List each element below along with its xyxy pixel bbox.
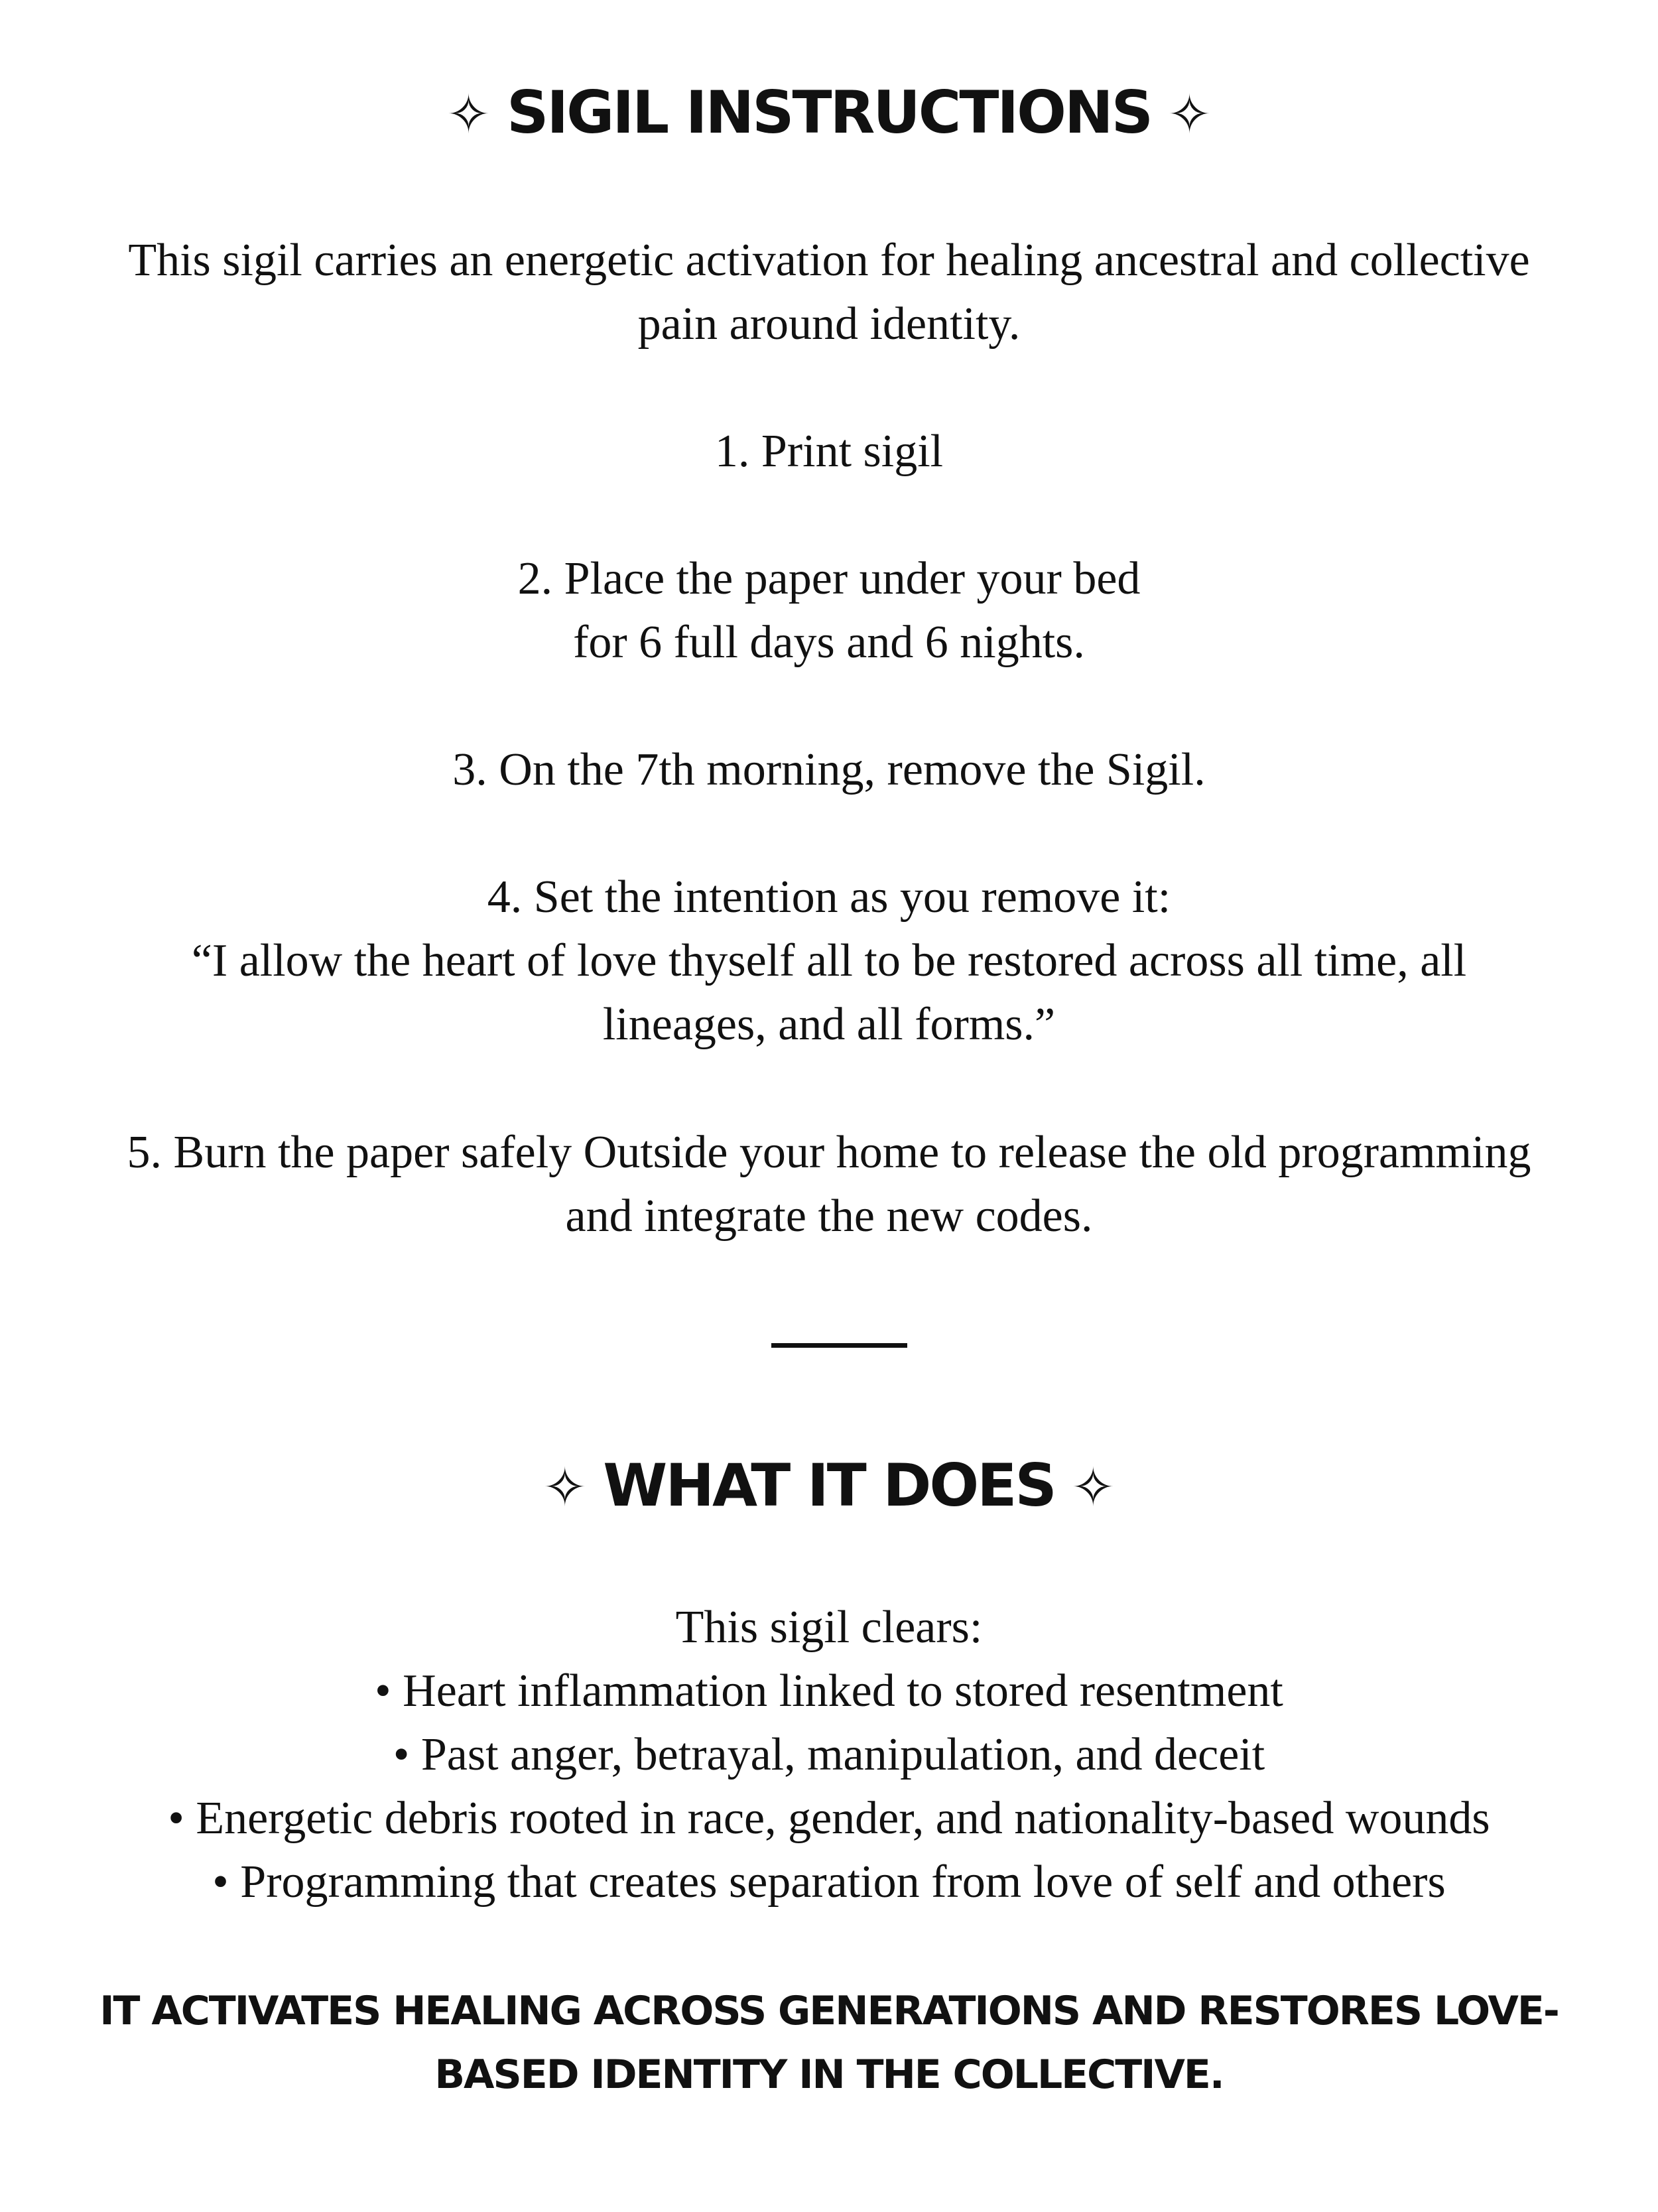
list-item: • Programming that creates separation from love of self and others <box>212 1856 1446 1908</box>
step-2 <box>66 547 1592 675</box>
what-it-does-heading <box>0 1449 1658 1524</box>
step-1 <box>66 420 1592 484</box>
step-5 <box>66 1121 1592 1248</box>
text-line: 5. Burn the paper safely Outside your home to release the old programming <box>127 1127 1531 1178</box>
section-divider <box>771 1343 907 1348</box>
sparkle-icon: ✧ <box>446 84 491 145</box>
text-line: 2. Place the paper under your bed <box>517 553 1141 604</box>
list-item: • Past anger, betrayal, manipulation, and deceit <box>393 1729 1265 1780</box>
sparkle-icon: ✧ <box>542 1457 588 1518</box>
text-line: and integrate the new codes. <box>565 1191 1093 1242</box>
sparkle-icon: ✧ <box>1167 84 1212 145</box>
step-3 <box>66 738 1592 802</box>
clears-list <box>66 1596 1592 1914</box>
text-line: for 6 full days and 6 nights. <box>573 617 1085 668</box>
text-line: lineages, and all forms.” <box>602 999 1056 1050</box>
sigil-instructions-heading <box>0 76 1658 151</box>
text-line: “I allow the heart of love thyself all to be restored across all time, all <box>191 935 1467 986</box>
heading-title: WHAT IT DOES <box>603 1451 1055 1520</box>
clears-intro: This sigil clears: <box>675 1602 983 1653</box>
step-4 <box>66 866 1592 1057</box>
intro-paragraph <box>66 229 1592 356</box>
text-line: BASED IDENTITY IN THE COLLECTIVE. <box>434 2051 1224 2098</box>
text-line: 3. On the 7th morning, remove the Sigil. <box>452 744 1206 795</box>
sparkle-icon: ✧ <box>1070 1457 1116 1518</box>
closing-statement <box>66 1979 1592 2107</box>
text-line: 4. Set the intention as you remove it: <box>487 872 1171 923</box>
text-line: IT ACTIVATES HEALING ACROSS GENERATIONS AND RESTORES LOVE- <box>99 1988 1559 2034</box>
text-line: 1. Print sigil <box>714 426 944 477</box>
list-item: • Energetic debris rooted in race, gender, and nationality-based wounds <box>168 1793 1490 1844</box>
text-line: This sigil carries an energetic activation for healing ancestral and collective <box>128 235 1530 286</box>
text-line: pain around identity. <box>637 298 1021 350</box>
list-item: • Heart inflammation linked to stored resentment <box>375 1665 1283 1717</box>
heading-title: SIGIL INSTRUCTIONS <box>506 78 1151 147</box>
